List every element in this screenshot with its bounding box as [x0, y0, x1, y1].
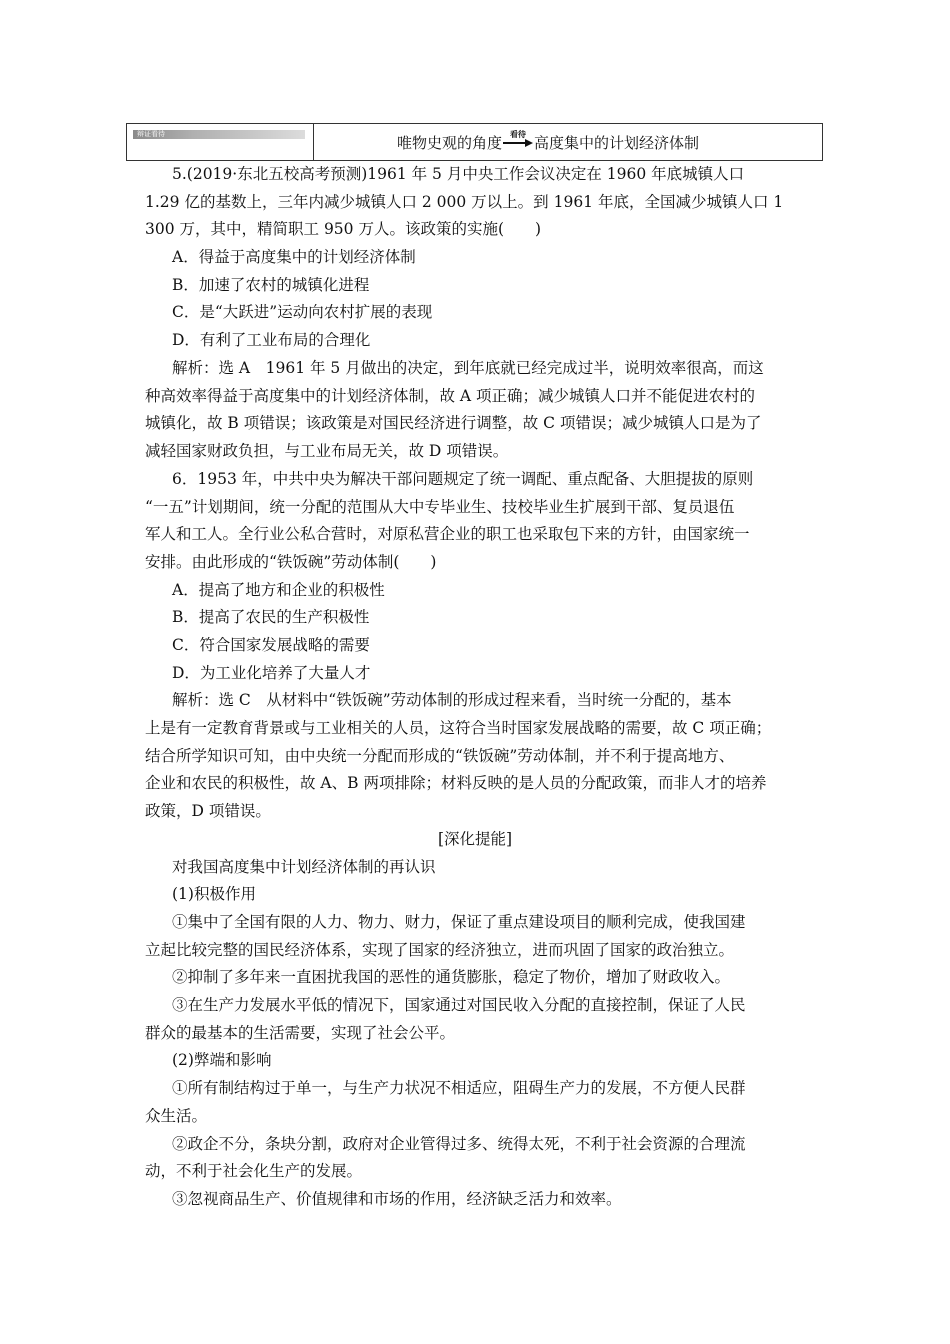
option-line: B．加速了农村的城镇化进程: [172, 276, 370, 294]
text-line: 政策，D 项错误。: [145, 802, 271, 820]
option-line: D．为工业化培养了大量人才: [172, 664, 371, 682]
text-line: 对我国高度集中计划经济体制的再认识: [172, 858, 436, 876]
section-header-box: [126, 123, 823, 161]
section-heading: [深化提能]: [437, 830, 513, 848]
text-line: 军人和工人。全行业公私合营时，对原私营企业的职工也采取包下来的方针，由国家统一: [145, 525, 750, 543]
text-line: 300 万，其中，精简职工 950 万人。该政策的实施( ): [145, 220, 542, 238]
text-line: ③在生产力发展水平低的情况下，国家通过对国民收入分配的直接控制，保证了人民: [172, 996, 746, 1014]
header-tag-bar: [133, 130, 305, 139]
option-line: A．提高了地方和企业的积极性: [172, 581, 385, 599]
text-line: 结合所学知识可知，由中央统一分配而形成的“铁饭碗”劳动体制，并不利于提高地方、: [145, 747, 735, 765]
header-tag-label: 辩证看待: [137, 130, 165, 138]
option-line: A．得益于高度集中的计划经济体制: [172, 248, 416, 266]
text-line: 群众的最基本的生活需要，实现了社会公平。: [145, 1024, 456, 1042]
text-line: 安排。由此形成的“铁饭碗”劳动体制( ): [145, 553, 437, 571]
subheading: (2)弊端和影响: [172, 1051, 272, 1069]
arrow-label: 看待: [510, 129, 526, 139]
text-line: 立起比较完整的国民经济体系，实现了国家的经济独立，进而巩固了国家的政治独立。: [145, 941, 735, 959]
text-line: 上是有一定教育背景或与工业相关的人员，这符合当时国家发展战略的需要，故 C 项正确；: [145, 719, 772, 737]
text-line: 解析：选 A 1961 年 5 月做出的决定，到年底就已经完成过半，说明效率很高，而这: [172, 359, 764, 377]
text-line: 种高效率得益于高度集中的计划经济体制，故 A 项正确；减少城镇人口并不能促进农村的: [145, 387, 756, 405]
text-line: 城镇化，故 B 项错误；该政策是对国民经济进行调整，故 C 项错误；减少城镇人口是为了: [145, 414, 762, 432]
option-line: C．符合国家发展战略的需要: [172, 636, 370, 654]
text-line: 动，不利于社会化生产的发展。: [145, 1162, 363, 1180]
text-line: 1.29 亿的基数上，三年内减少城镇人口 2 000 万以上。到 1961 年底，全国减少城镇人口 1: [145, 193, 784, 211]
text-line: 众生活。: [145, 1107, 208, 1125]
arrow-icon: [503, 130, 533, 147]
text-line: “一五”计划期间，统一分配的范围从大中专毕业生、技校毕业生扩展到干部、复员退伍: [145, 498, 735, 516]
option-line: C．是“大跃进”运动向农村扩展的表现: [172, 303, 433, 321]
text-line: 解析：选 C 从材料中“铁饭碗”劳动体制的形成过程来看，当时统一分配的，基本: [172, 691, 732, 709]
text-line: ①所有制结构过于单一，与生产力状况不相适应，阻碍生产力的发展，不方便人民群: [172, 1079, 746, 1097]
header-tag-cell: [127, 124, 314, 160]
header-left-text: 唯物史观的角度: [396, 133, 502, 152]
text-line: 5.(2019·东北五校高考预测)1961 年 5 月中央工作会议决定在 1960 年底城镇人口: [172, 165, 745, 183]
text-line: ③忽视商品生产、价值规律和市场的作用，经济缺乏活力和效率。: [172, 1190, 622, 1208]
text-line: 企业和农民的积极性，故 A、B 两项排除；材料反映的是人员的分配政策，而非人才的培养: [145, 774, 767, 792]
text-line: 6．1953 年，中共中央为解决干部问题规定了统一调配、重点配备、大胆提拔的原则: [172, 470, 754, 488]
text-line: ②抑制了多年来一直困扰我国的恶性的通货膨胀，稳定了物价，增加了财政收入。: [172, 968, 731, 986]
header-right-text: 高度集中的计划经济体制: [534, 133, 700, 152]
text-line: ①集中了全国有限的人力、物力、财力，保证了重点建设项目的顺利完成，使我国建: [172, 913, 746, 931]
subheading: (1)积极作用: [172, 885, 256, 903]
text-line: 减轻国家财政负担，与工业布局无关，故 D 项错误。: [145, 442, 509, 460]
option-line: B．提高了农民的生产积极性: [172, 608, 370, 626]
header-title: [314, 124, 822, 160]
option-line: D．有利了工业布局的合理化: [172, 331, 371, 349]
text-line: ②政企不分，条块分割，政府对企业管得过多、统得太死，不利于社会资源的合理流: [172, 1135, 746, 1153]
